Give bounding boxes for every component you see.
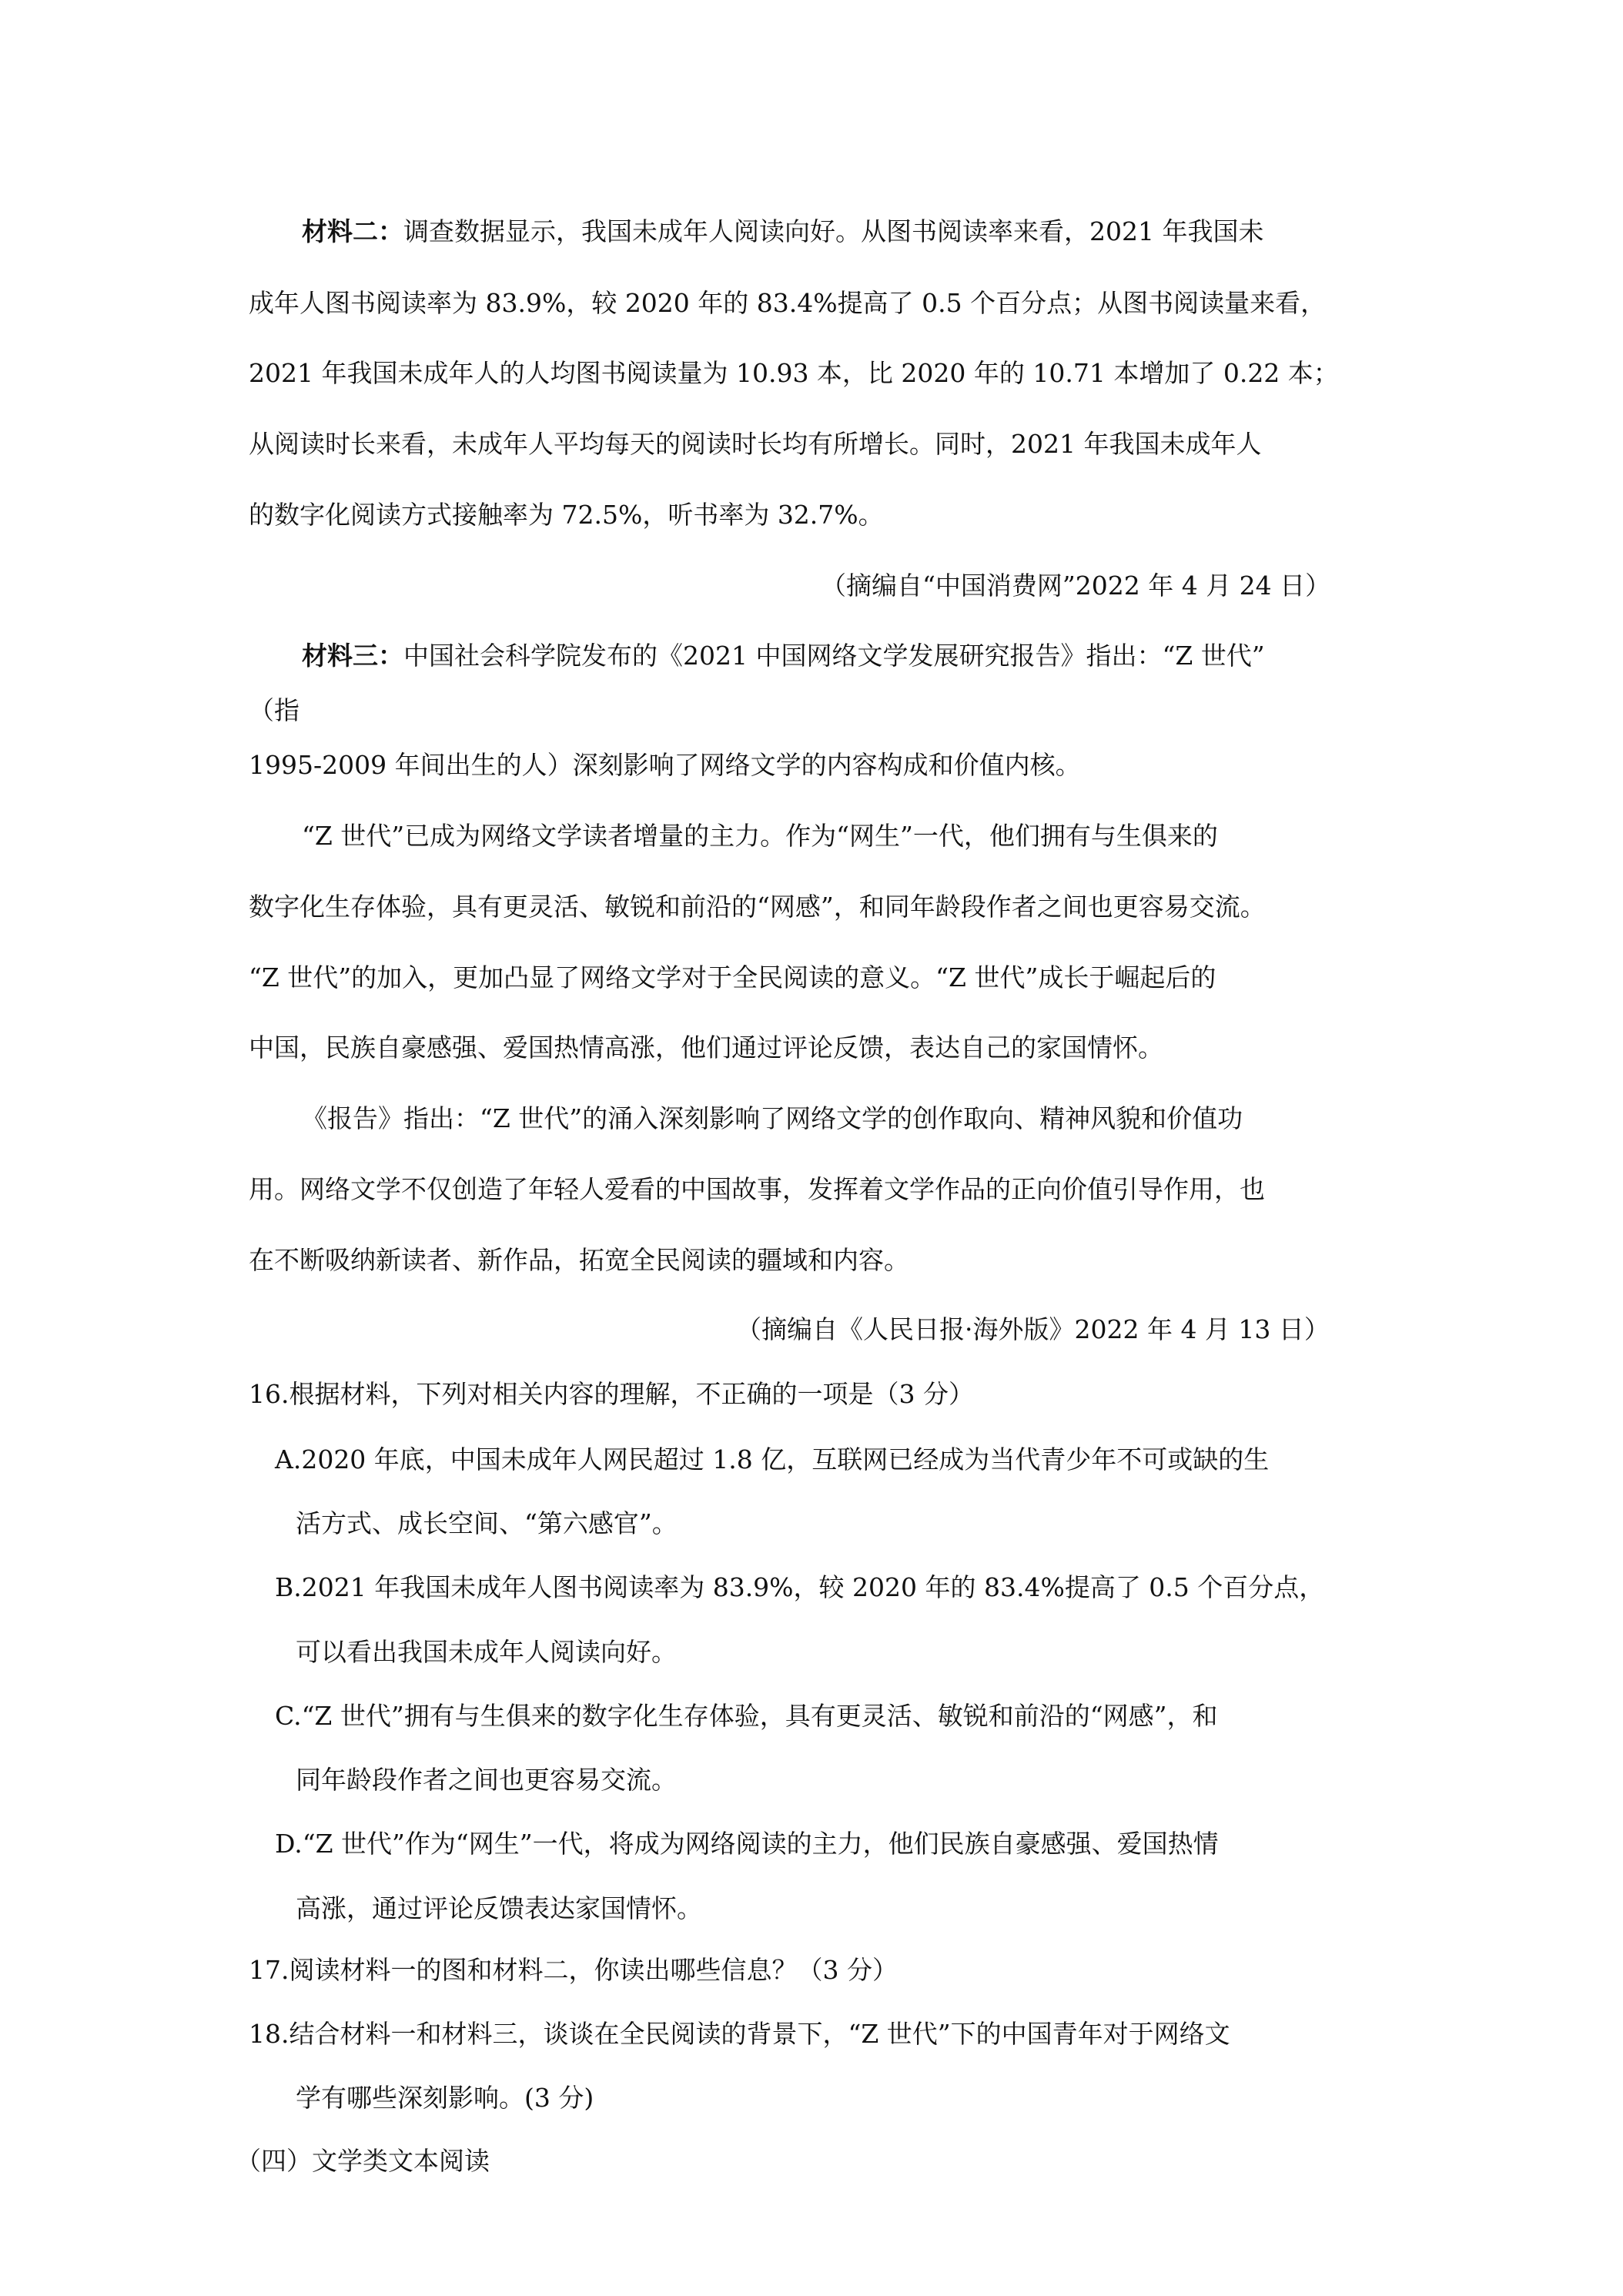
question-18-line-1: 18.结合材料一和材料三，谈谈在全民阅读的背景下，“Z 世代”下的中国青年对于网络文 xyxy=(249,2019,1230,2049)
section-4-heading: （四）文学类文本阅读 xyxy=(236,2146,490,2176)
material3-line-2: （指 xyxy=(249,695,300,725)
material3-line-9: 用。网络文学不仅创造了年轻人爱看的中国故事，发挥着文学作品的正向价值引导作用，也 xyxy=(249,1174,1265,1204)
material2-line-5: 的数字化阅读方式接触率为 72.5%，听书率为 32.7%。 xyxy=(249,500,884,530)
material3-line-6: “Z 世代”的加入，更加凸显了网络文学对于全民阅读的意义。“Z 世代”成长于崛起后的 xyxy=(249,962,1216,992)
question-16-stem: 16.根据材料，下列对相关内容的理解，不正确的一项是（3 分） xyxy=(249,1379,974,1409)
q16-option-a-line-1: A.2020 年底，中国未成年人网民超过 1.8 亿，互联网已经成为当代青少年不可或缺的生 xyxy=(275,1444,1270,1474)
material3-line-7: 中国，民族自豪感强、爱国热情高涨，他们通过评论反馈，表达自己的家国情怀。 xyxy=(249,1033,1163,1063)
material2-line-1: 材料二：调查数据显示，我国未成年人阅读向好。从图书阅读率来看，2021 年我国未 xyxy=(302,216,1264,246)
q16-option-d-line-2: 高涨，通过评论反馈表达家国情怀。 xyxy=(296,1893,702,1923)
material3-source: （摘编自《人民日报·海外版》2022 年 4 月 13 日） xyxy=(736,1314,1330,1344)
material3-line-1: 材料三：中国社会科学院发布的《2021 中国网络文学发展研究报告》指出：“Z 世代” xyxy=(302,641,1265,671)
q16-option-b-line-2: 可以看出我国未成年人阅读向好。 xyxy=(296,1637,677,1667)
material2-line-3: 2021 年我国未成年人的人均图书阅读量为 10.93 本，比 2020 年的 10.71 本增加了 0.22 本； xyxy=(249,358,1339,388)
q16-option-a-line-2: 活方式、成长空间、“第六感官”。 xyxy=(296,1508,678,1538)
material2-line-4: 从阅读时长来看，未成年人平均每天的阅读时长均有所增长。同时，2021 年我国未成年人 xyxy=(249,429,1262,459)
material2-source: （摘编自“中国消费网”2022 年 4 月 24 日） xyxy=(821,571,1331,601)
material3-line-4: “Z 世代”已成为网络文学读者增量的主力。作为“网生”一代，他们拥有与生俱来的 xyxy=(302,821,1218,851)
q16-option-c-line-2: 同年龄段作者之间也更容易交流。 xyxy=(296,1765,677,1795)
material3-line-8: 《报告》指出：“Z 世代”的涌入深刻影响了网络文学的创作取向、精神风貌和价值功 xyxy=(302,1103,1243,1133)
question-17: 17.阅读材料一的图和材料二，你读出哪些信息？（3 分） xyxy=(249,1955,898,1985)
q16-option-b-line-1: B.2021 年我国未成年人图书阅读率为 83.9%，较 2020 年的 83.4%提高了 0.5 个百分点， xyxy=(275,1572,1325,1602)
material2-line-2: 成年人图书阅读率为 83.9%，较 2020 年的 83.4%提高了 0.5 个百分点；从图书阅读量来看， xyxy=(249,288,1327,318)
material3-line-10: 在不断吸纳新读者、新作品，拓宽全民阅读的疆域和内容。 xyxy=(249,1245,909,1275)
q16-option-c-line-1: C.“Z 世代”拥有与生俱来的数字化生存体验，具有更灵活、敏锐和前沿的“网感”，和 xyxy=(275,1701,1218,1731)
question-18-line-2: 学有哪些深刻影响。(3 分) xyxy=(296,2083,594,2113)
material3-line-3: 1995-2009 年间出生的人）深刻影响了网络文学的内容构成和价值内核。 xyxy=(249,750,1081,780)
q16-option-d-line-1: D.“Z 世代”作为“网生”一代，将成为网络阅读的主力，他们民族自豪感强、爱国热情 xyxy=(275,1829,1219,1859)
material3-line-5: 数字化生存体验，具有更灵活、敏锐和前沿的“网感”，和同年龄段作者之间也更容易交流。 xyxy=(249,892,1266,922)
material3-lead: 材料三： xyxy=(302,641,403,671)
material2-lead: 材料二： xyxy=(302,216,403,246)
